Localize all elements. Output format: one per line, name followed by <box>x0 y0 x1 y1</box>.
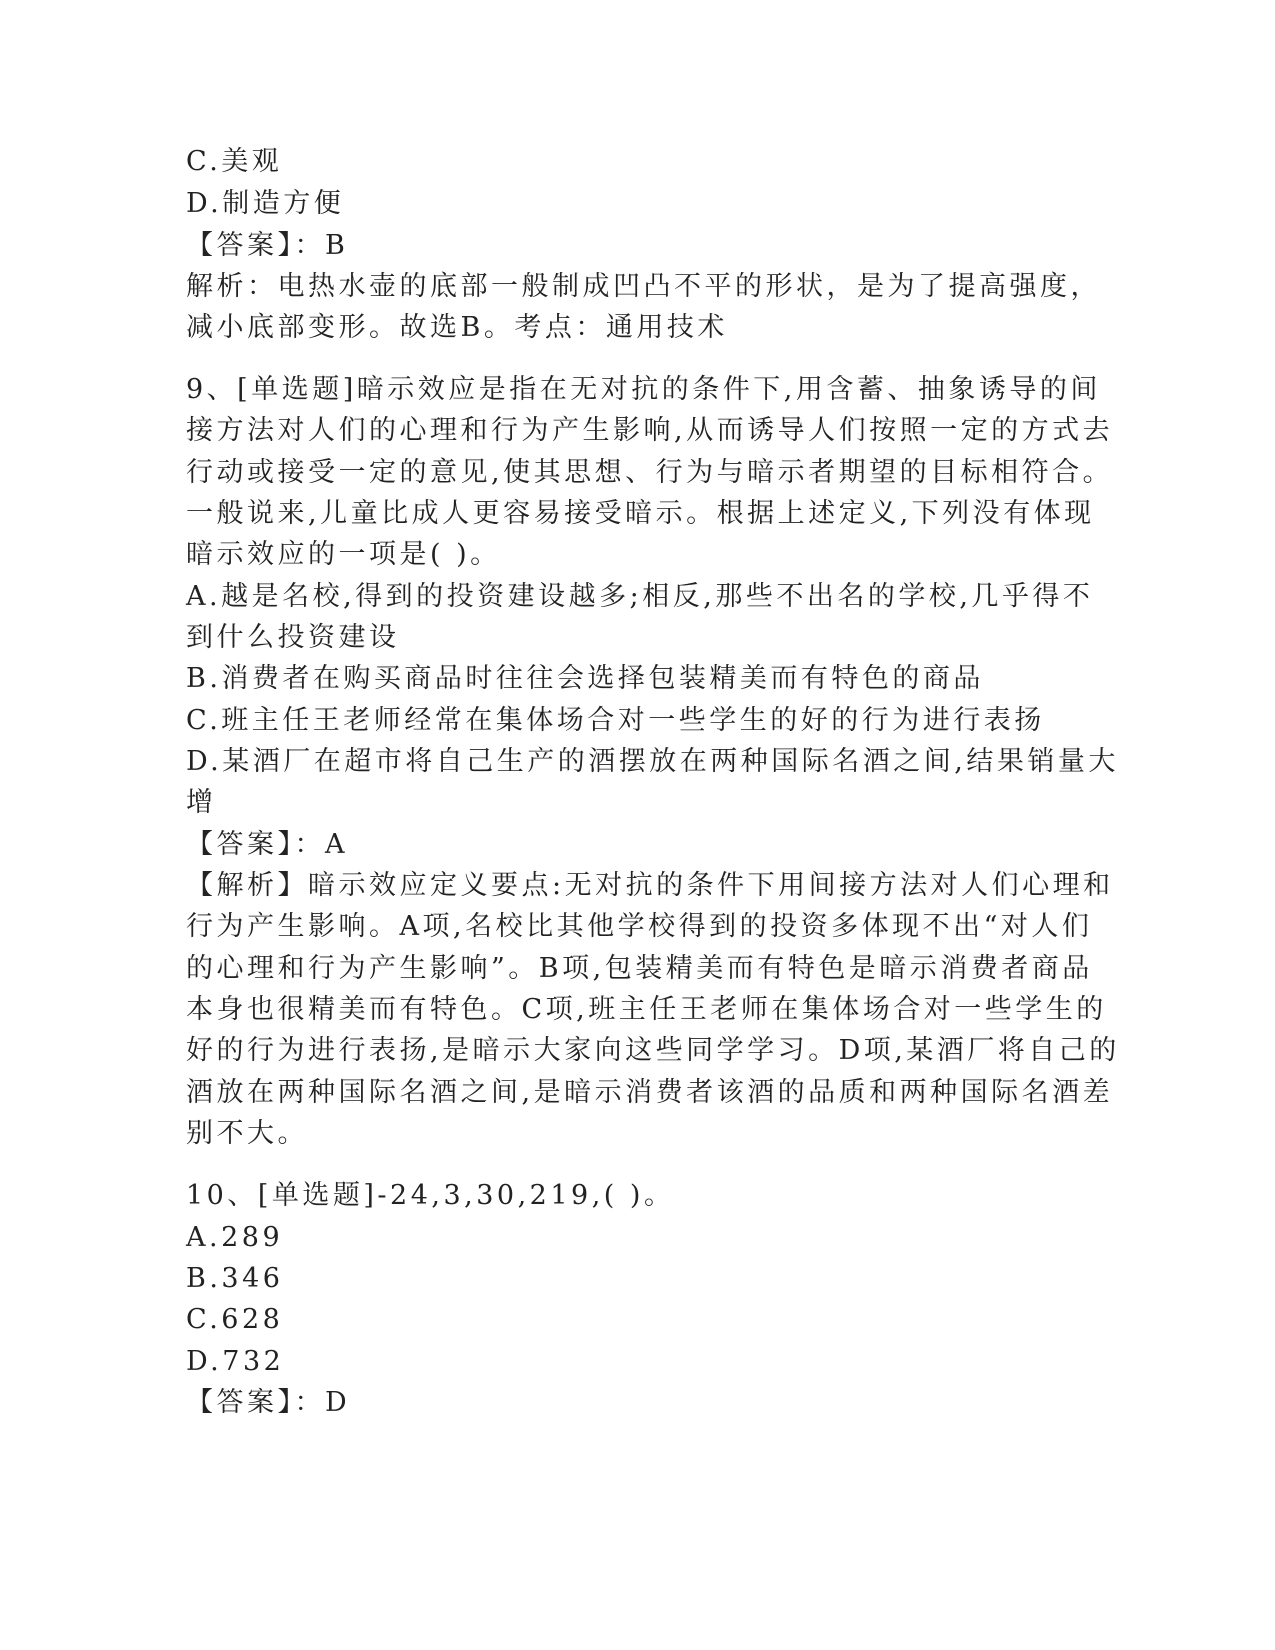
q9-option-a: A.越是名校,得到的投资建设越多;相反,那些不出名的学校,几乎得不 <box>186 581 1094 612</box>
q9-stem-line: 接方法对人们的心理和行为产生影响,从而诱导人们按照一定的方式去 <box>186 415 1114 446</box>
q9-stem-line: 行动或接受一定的意见,使其思想、行为与暗示者期望的目标相符合。 <box>186 457 1114 488</box>
q8-option-d: D.制造方便 <box>186 188 345 219</box>
q9-stem-line: 暗示效应的一项是( )。 <box>186 539 501 570</box>
q10-option-d: D.732 <box>186 1346 285 1377</box>
q10-answer: 【答案】：D <box>186 1387 351 1418</box>
q9-answer: 【答案】：A <box>186 829 348 860</box>
q9-stem-line: 一般说来,儿童比成人更容易接受暗示。根据上述定义,下列没有体现 <box>186 498 1095 529</box>
q9-option-c: C.班主任王老师经常在集体场合对一些学生的好的行为进行表扬 <box>186 705 1045 736</box>
q9-option-b: B.消费者在购买商品时往往会选择包装精美而有特色的商品 <box>186 663 984 694</box>
q9-explanation-line: 别不大。 <box>186 1118 308 1149</box>
q8-option-c: C.美观 <box>186 146 283 177</box>
q9-explanation-line: 【解析】暗示效应定义要点:无对抗的条件下用间接方法对人们心理和 <box>186 870 1114 901</box>
q9-explanation-line: 行为产生影响。A项,名校比其他学校得到的投资多体现不出“对人们 <box>186 911 1093 942</box>
q8-explanation-line: 减小底部变形。故选B。考点：通用技术 <box>186 312 728 343</box>
q10-option-c: C.628 <box>186 1304 284 1335</box>
q10-option-a: A.289 <box>186 1222 284 1253</box>
q8-explanation-line: 解析：电热水壶的底部一般制成凹凸不平的形状，是为了提高强度， <box>186 271 1101 302</box>
q9-explanation-line: 好的行为进行表扬,是暗示大家向这些同学学习。D项,某酒厂将自己的 <box>186 1035 1120 1066</box>
q9-option-d: D.某酒厂在超市将自己生产的酒摆放在两种国际名酒之间,结果销量大 <box>186 746 1119 777</box>
q9-explanation-line: 酒放在两种国际名酒之间,是暗示消费者该酒的品质和两种国际名酒差 <box>186 1077 1114 1108</box>
q9-explanation-line: 的心理和行为产生影响”。B项,包装精美而有特色是暗示消费者商品 <box>186 953 1093 984</box>
q8-answer: 【答案】：B <box>186 230 349 261</box>
q10-stem: 10、[单选题]-24,3,30,219,( )。 <box>186 1180 675 1211</box>
q9-stem-line: 9、[单选题]暗示效应是指在无对抗的条件下,用含蓄、抽象诱导的间 <box>186 374 1101 405</box>
q9-explanation-line: 本身也很精美而有特色。C项,班主任王老师在集体场合对一些学生的 <box>186 994 1107 1025</box>
q9-option-a-cont: 到什么投资建设 <box>186 622 400 653</box>
q9-option-d-cont: 增 <box>186 787 217 818</box>
q10-option-b: B.346 <box>186 1263 284 1294</box>
